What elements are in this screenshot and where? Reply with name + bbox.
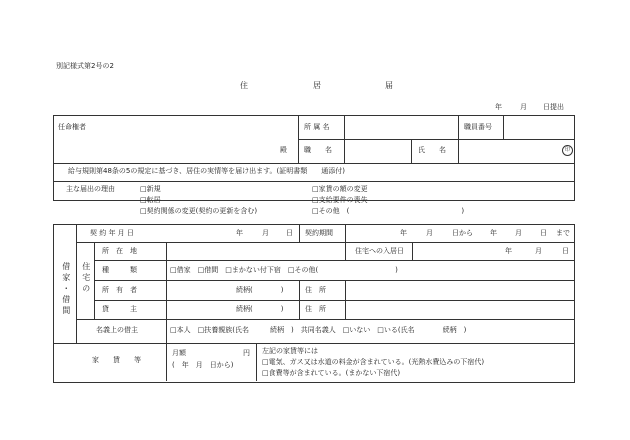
rent-note-meals[interactable]: □食費等が含まれている。(まかない下宿代) bbox=[262, 369, 401, 377]
rule bbox=[77, 319, 574, 320]
reasons-label: 主な届出の理由 bbox=[66, 185, 115, 193]
rent-label: 家 賃 等 bbox=[92, 356, 141, 364]
rent-note-1: 左記の家賃等には bbox=[262, 347, 318, 355]
period-from-day: 日から bbox=[452, 229, 473, 237]
rule bbox=[166, 343, 167, 381]
owner-label: 所 有 者 bbox=[102, 286, 137, 294]
rule bbox=[298, 116, 299, 163]
rent-from: ( 年 月 日から) bbox=[172, 361, 234, 369]
rule bbox=[95, 280, 574, 281]
contract-year: 年 bbox=[236, 229, 243, 237]
staff-no-label: 職員番号 bbox=[464, 123, 492, 131]
rule bbox=[503, 116, 504, 139]
form-title-3: 届 bbox=[385, 81, 393, 90]
contract-day: 日 bbox=[286, 229, 293, 237]
form-title-2: 居 bbox=[313, 81, 321, 90]
landlord-relation: 続柄( ) bbox=[236, 305, 284, 313]
rent-yen: 円 bbox=[243, 349, 250, 357]
rule bbox=[412, 242, 413, 260]
form-number: 別記様式第2号の2 bbox=[56, 62, 114, 70]
reason-other[interactable]: □その他 ( ) bbox=[312, 207, 465, 215]
seal-mark: 印 bbox=[562, 145, 573, 156]
reason-loss[interactable]: □支給要件の喪失 bbox=[312, 196, 368, 204]
rule bbox=[95, 260, 574, 261]
form-title-1: 住 bbox=[240, 81, 248, 90]
period-from-year: 年 bbox=[400, 229, 407, 237]
type-options[interactable]: □借家 □借間 □まかない付下宿 □その他( ) bbox=[170, 266, 398, 274]
reason-move[interactable]: □転居 bbox=[140, 196, 161, 204]
rule bbox=[54, 181, 574, 182]
move-in-year: 年 bbox=[505, 247, 512, 255]
side-label-outer: 借家・借間 bbox=[61, 262, 71, 317]
date-month: 月 bbox=[520, 103, 527, 111]
move-in-label: 住宅への入居日 bbox=[355, 247, 404, 255]
rule bbox=[345, 225, 346, 242]
landlord-label: 貸 主 bbox=[102, 305, 137, 313]
appointer-label: 任命権者 bbox=[58, 123, 86, 131]
location-label: 所 在 地 bbox=[102, 247, 137, 255]
name-label: 氏 名 bbox=[418, 146, 446, 154]
reason-new[interactable]: □新規 bbox=[140, 185, 161, 193]
rule bbox=[298, 139, 574, 140]
holder-label: 名義上の借主 bbox=[96, 326, 138, 334]
side-label-inner: 住宅の bbox=[81, 262, 91, 295]
rule bbox=[299, 225, 300, 242]
post-label: 職 名 bbox=[304, 146, 332, 154]
period-to-day: 日 bbox=[540, 229, 547, 237]
notice-text: 給与規則第48条の5の規定に基づき、居住の実情等を届け出ます。(証明書類 通添付) bbox=[68, 167, 345, 175]
rule bbox=[256, 343, 257, 381]
period-until: まで bbox=[556, 229, 570, 237]
move-in-day: 日 bbox=[562, 247, 569, 255]
rule bbox=[458, 116, 459, 163]
period-from-month: 月 bbox=[426, 229, 433, 237]
contract-date-label: 契 約 年 月 日 bbox=[90, 229, 134, 237]
move-in-month: 月 bbox=[535, 247, 542, 255]
rule bbox=[344, 116, 345, 163]
contract-period-label: 契約期間 bbox=[305, 229, 333, 237]
owner-address-label: 住 所 bbox=[305, 286, 326, 294]
reason-contract-change[interactable]: □契約関係の変更(契約の更新を含む) bbox=[140, 207, 258, 215]
rule bbox=[95, 300, 574, 301]
rule bbox=[166, 242, 167, 343]
rent-note-utilities[interactable]: □電気、ガス又は水道の料金が含まれている。(光熱水費込みの下宿代) bbox=[262, 358, 485, 366]
dono-label: 殿 bbox=[280, 146, 287, 154]
date-submitted: 日提出 bbox=[543, 103, 564, 111]
period-to-year: 年 bbox=[490, 229, 497, 237]
period-to-month: 月 bbox=[515, 229, 522, 237]
rule bbox=[54, 163, 574, 164]
affiliation-label: 所 属 名 bbox=[304, 123, 330, 131]
rule bbox=[411, 139, 412, 163]
type-label: 種 類 bbox=[102, 266, 137, 274]
landlord-address-label: 住 所 bbox=[305, 305, 326, 313]
date-year: 年 bbox=[495, 103, 502, 111]
reason-rent-change[interactable]: □家賃の額の変更 bbox=[312, 185, 368, 193]
rule bbox=[54, 343, 574, 344]
owner-relation: 続柄( ) bbox=[236, 286, 284, 294]
contract-month: 月 bbox=[262, 229, 269, 237]
rule bbox=[77, 242, 574, 243]
holder-options[interactable]: □本人 □扶養親族(氏名 続柄 ) 共同名義人 □いない □いる(氏名 続柄 ) bbox=[170, 326, 467, 334]
rent-monthly: 月額 bbox=[172, 349, 186, 357]
rule bbox=[345, 242, 346, 260]
